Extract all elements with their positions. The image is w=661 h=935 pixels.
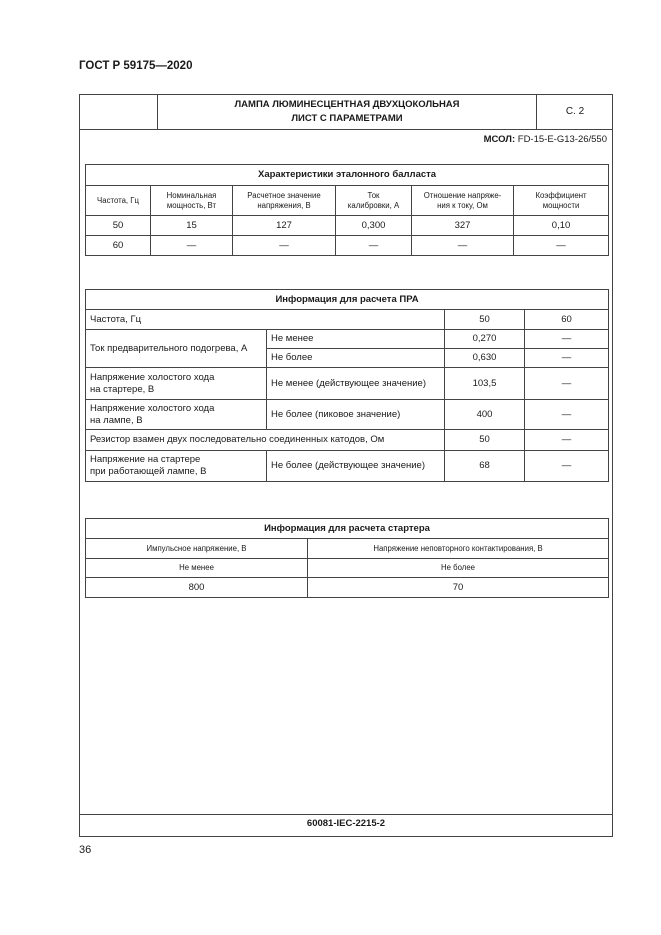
pra-resistor-label: Резистор взамен двух последовательно соединенных катодов, Ом [86,430,445,451]
cell: Не менее [86,559,308,578]
header-divider [79,129,613,130]
pra-preheat-label: Ток предварительного подогрева, А [86,330,267,368]
footer-code: 60081-IEC-2215-2 [306,818,386,829]
cell: Не более [267,349,445,368]
msol-value: FD-15-E-G13-26/550 [517,134,607,145]
ballast-header-power-factor: Коэффициент мощности [514,186,609,216]
table-row [86,236,609,256]
table-row [86,216,609,236]
cell: Не более (действующее значение) [267,451,445,482]
msol-label: МСОЛ: [483,134,516,145]
cell: 60 [86,236,151,256]
page-number: 36 [79,844,92,856]
msol-code [484,134,607,145]
header-left-cell [79,94,158,129]
starter-caption: Информация для расчета стартера [86,519,609,539]
table-row [86,310,609,330]
starter-header-contact: Напряжение неповторного контактирования, В [308,539,609,559]
table-row [86,451,609,482]
cell: — [233,236,336,256]
sheet-title [158,94,537,129]
ballast-header-ratio: Отношение напряже- ния к току, Ом [412,186,514,216]
table-row [86,430,609,451]
ballast-caption: Характеристики эталонного балласта [86,165,609,186]
pra-table [85,289,609,482]
ballast-header-current: Ток калибровки, А [336,186,412,216]
cell: Не менее [267,330,445,349]
cell: — [412,236,514,256]
sheet-title-line2: ЛИСТ С ПАРАМЕТРАМИ [291,112,403,124]
cell: 0,630 [445,349,525,368]
pra-caption: Информация для расчета ПРА [86,290,609,310]
table-row [86,368,609,400]
cell: — [525,349,609,368]
pra-starter-voltage-label: Напряжение на стартере при работающей лампе, В [86,451,267,482]
starter-table [85,518,609,598]
cell: 127 [233,216,336,236]
ballast-header-frequency: Частота, Гц [86,186,151,216]
cell: — [514,236,609,256]
standard-number: ГОСТ Р 59175—2020 [79,60,193,72]
cell: — [525,368,609,400]
starter-header-impulse: Импульсное напряжение, В [86,539,308,559]
cell: 70 [308,578,609,598]
cell: — [525,451,609,482]
cell: Не более (пиковое значение) [267,400,445,430]
table-row [86,559,609,578]
pra-ocv-starter-label: Напряжение холостого хода на стартере, В [86,368,267,400]
ballast-header-voltage: Расчетное значение напряжения, В [233,186,336,216]
pra-frequency-label: Частота, Гц [86,310,445,330]
cell: 0,10 [514,216,609,236]
cell: — [336,236,412,256]
cell: — [525,330,609,349]
cell: — [525,400,609,430]
cell: 327 [412,216,514,236]
cell: 800 [86,578,308,598]
footer-divider [79,814,613,815]
cell: — [525,430,609,451]
cell: 0,270 [445,330,525,349]
cell: 50 [445,310,525,330]
cell: Не более [308,559,609,578]
ballast-table [85,164,609,256]
table-row [86,539,609,559]
cell: — [151,236,233,256]
cell: 0,300 [336,216,412,236]
cell: 103,5 [445,368,525,400]
table-row [86,330,609,349]
cell: 60 [525,310,609,330]
cell: 68 [445,451,525,482]
ballast-header-power: Номинальная мощность, Вт [151,186,233,216]
cell: 15 [151,216,233,236]
table-row [86,400,609,430]
sheet-page: С. 2 [565,106,585,117]
sheet-title-line1: ЛАМПА ЛЮМИНЕСЦЕНТНАЯ ДВУХЦОКОЛЬНАЯ [234,98,460,110]
cell: 400 [445,400,525,430]
cell: 50 [86,216,151,236]
cell: 50 [445,430,525,451]
pra-ocv-lamp-label: Напряжение холостого хода на лампе, В [86,400,267,430]
table-row [86,578,609,598]
cell: Не менее (действующее значение) [267,368,445,400]
